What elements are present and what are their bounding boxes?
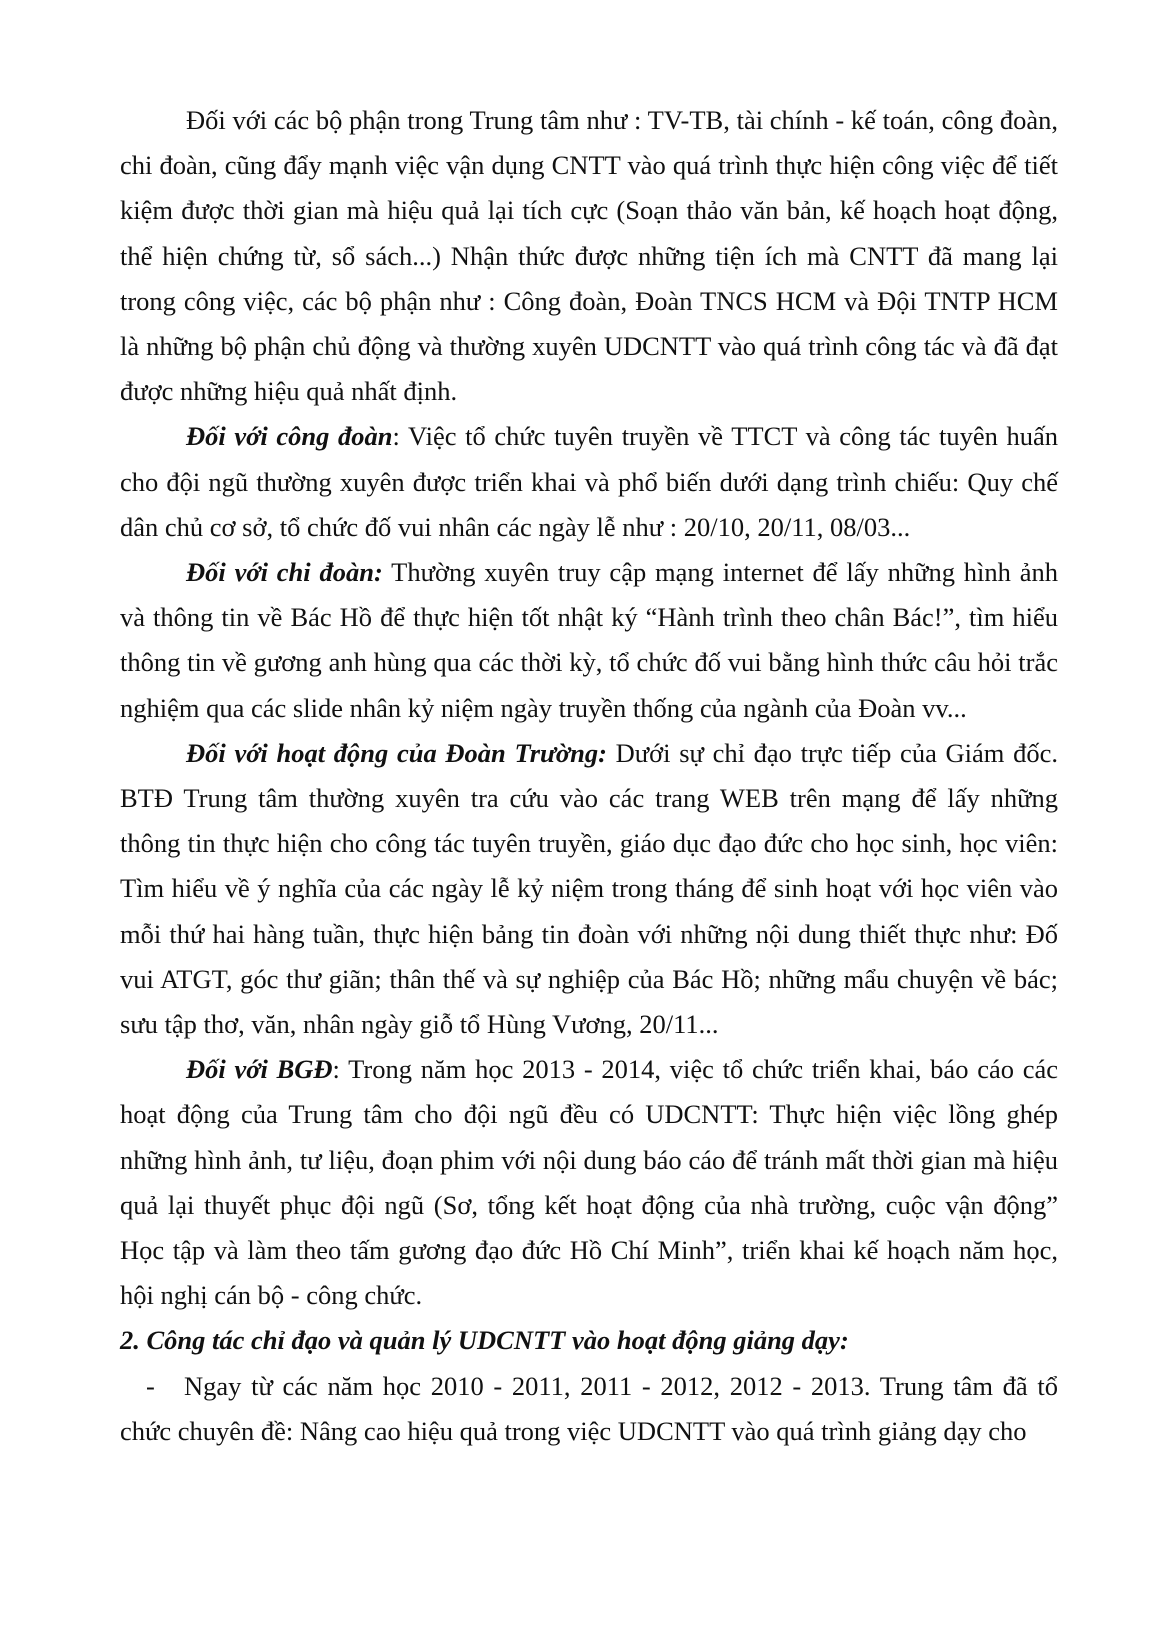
- paragraph-union: [120, 414, 1058, 550]
- paragraph-school-union: [120, 731, 1058, 1047]
- paragraph-board-of-directors: [120, 1047, 1058, 1318]
- paragraph-lead: Đối với BGĐ: [186, 1054, 333, 1085]
- paragraph-text: : Trong năm học 2013 - 2014, việc tổ chức triển khai, báo cáo các hoạt động của Trung tâm cho đội ngũ đều có UDCNTT: Thực hiện việc lồng ghép những hình ảnh, tư liệu, đoạn phim với nội dung báo cáo để tránh mất thời gian mà hiệu quả lại thuyết phục đội ngũ (Sơ, tổng kết hoạt động của nhà trường, cuộc vận động” Học tập và làm theo tấm gương đạo đức Hồ Chí Minh”, triển khai kế hoạch năm học, hội nghị cán bộ - công chức.: [120, 1054, 1058, 1311]
- paragraph-text: Đối với các bộ phận trong Trung tâm như : TV-TB, tài chính - kế toán, công đoàn, chi đoàn, cũng đẩy mạnh việc vận dụng CNTT vào quá trình thực hiện công việc để tiết kiệm được thời gian mà hiệu quả lại tích cực (Soạn thảo văn bản, kế hoạch hoạt động, thể hiện chứng từ, sổ sách...) Nhận thức được những tiện ích mà CNTT đã mang lại trong công việc, các bộ phận như : Công đoàn, Đoàn TNCS HCM và Đội TNTP HCM là những bộ phận chủ động và thường xuyên UDCNTT vào quá trình công tác và đã đạt được những hiệu quả nhất định.: [120, 105, 1058, 407]
- paragraph-youth-branch: [120, 550, 1058, 731]
- section-heading: 2. Công tác chỉ đạo và quản lý UDCNTT vào hoạt động giảng dạy:: [120, 1325, 849, 1356]
- paragraph-text: Dưới sự chỉ đạo trực tiếp của Giám đốc. BTĐ Trung tâm thường xuyên tra cứu vào các trang WEB trên mạng để lấy những thông tin thực hiện cho công tác tuyên truyền, giáo dục đạo đức cho học sinh, học viên: Tìm hiểu về ý nghĩa của các ngày lễ kỷ niệm trong tháng để sinh hoạt với học viên vào mỗi thứ hai hàng tuần, thực hiện bảng tin đoàn với những nội dung thiết thực như: Đố vui ATGT, góc thư giãn; thân thế và sự nghiệp của Bác Hồ; những mẩu chuyện về bác; sưu tập thơ, văn, nhân ngày giỗ tổ Hùng Vương, 20/11...: [120, 737, 1058, 1040]
- list-item: [120, 1364, 1058, 1454]
- list-bullet: -: [146, 1370, 155, 1401]
- paragraph-text: : Việc tổ chức tuyên truyền về TTCT và công tác tuyên huấn cho đội ngũ thường xuyên được triển khai và phổ biến dưới dạng trình chiếu: Quy chế dân chủ cơ sở, tổ chức đố vui nhân các ngày lễ như : 20/10, 20/11, 08/03...: [120, 421, 1058, 542]
- paragraph-departments: [120, 98, 1058, 414]
- list-item-text: Ngay từ các năm học 2010 - 2011, 2011 - 2012, 2012 - 2013. Trung tâm đã tổ chức chuyên đề: Nâng cao hiệu quả trong việc UDCNTT vào quá trình giảng dạy cho: [120, 1370, 1058, 1446]
- paragraph-lead: Đối với chi đoàn:: [186, 557, 383, 588]
- document-page: [120, 98, 1058, 1454]
- paragraph-lead: Đối với hoạt động của Đoàn Trường:: [186, 737, 607, 768]
- paragraph-text: Thường xuyên truy cập mạng internet để lấy những hình ảnh và thông tin về Bác Hồ để thực hiện tốt nhật ký “Hành trình theo chân Bác!”, tìm hiểu thông tin về gương anh hùng qua các thời kỳ, tổ chức đố vui bằng hình thức câu hỏi trắc nghiệm qua các slide nhân kỷ niệm ngày truyền thống của ngành của Đoàn vv...: [120, 557, 1058, 723]
- paragraph-lead: Đối với công đoàn: [186, 421, 393, 452]
